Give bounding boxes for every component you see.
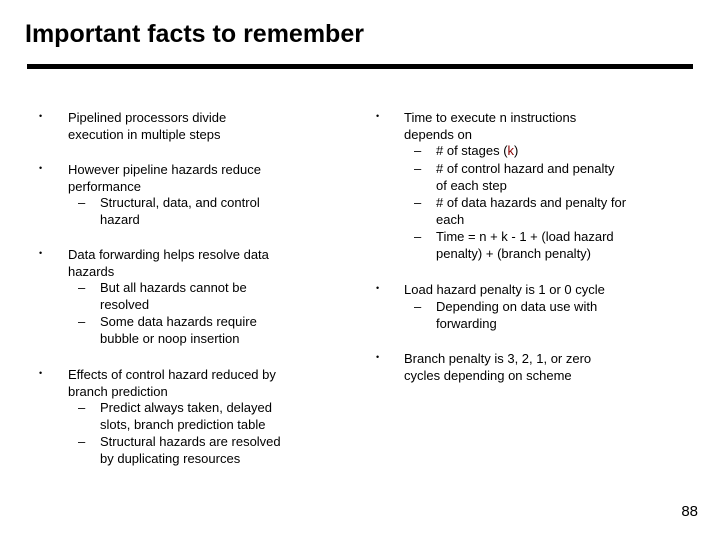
dash-marker: – bbox=[414, 229, 422, 244]
sub-bullet-line: resolved bbox=[100, 296, 150, 312]
bullet-text-line: branch prediction bbox=[68, 383, 168, 399]
bullet-marker: • bbox=[376, 283, 380, 293]
bullet-text-line: Load hazard penalty is 1 or 0 cycle bbox=[404, 282, 605, 297]
bullet-marker: • bbox=[39, 248, 43, 258]
bullet-text-line: Time to execute n instructions bbox=[404, 110, 577, 125]
sub-bullet-line: forwarding bbox=[436, 315, 497, 331]
bullet-text-line: Pipelined processors divide bbox=[68, 110, 227, 125]
bullet-text-line: hazards bbox=[68, 263, 115, 279]
sub-bullet-line: each bbox=[436, 211, 465, 227]
stage-count-variable: k bbox=[507, 143, 515, 158]
sub-bullet-line: Structural, data, and control bbox=[100, 195, 260, 210]
page-number: 88 bbox=[681, 503, 698, 520]
dash-marker: – bbox=[414, 143, 422, 158]
dash-marker: – bbox=[78, 400, 86, 415]
sub-bullet-line: Some data hazards require bbox=[100, 314, 257, 329]
dash-marker: – bbox=[78, 434, 86, 449]
sub-bullet-line: bubble or noop insertion bbox=[100, 330, 240, 346]
dash-marker: – bbox=[414, 299, 422, 314]
dash-marker: – bbox=[414, 161, 422, 176]
bullet-marker: • bbox=[39, 111, 43, 121]
bullet-text-line: Effects of control hazard reduced by bbox=[68, 367, 276, 382]
sub-bullet-line: # of control hazard and penalty bbox=[436, 161, 615, 176]
bullet-marker: • bbox=[376, 111, 380, 121]
sub-bullet-line: Predict always taken, delayed bbox=[100, 400, 272, 415]
sub-bullet-stages bbox=[436, 143, 684, 160]
bullet-marker: • bbox=[39, 368, 43, 378]
sub-bullet-text: ) bbox=[514, 143, 519, 158]
sub-bullet-line: But all hazards cannot be bbox=[100, 280, 247, 295]
sub-bullet-line: penalty) + (branch penalty) bbox=[436, 245, 592, 261]
dash-marker: – bbox=[78, 195, 86, 210]
bullet-text-line: performance bbox=[68, 178, 141, 194]
sub-bullet-line: slots, branch prediction table bbox=[100, 416, 266, 432]
dash-marker: – bbox=[414, 195, 422, 210]
sub-bullet-line: # of data hazards and penalty for bbox=[436, 195, 627, 210]
sub-bullet-text: # of stages ( bbox=[436, 143, 508, 158]
title-divider bbox=[27, 64, 693, 69]
sub-bullet-line: by duplicating resources bbox=[100, 450, 241, 466]
bullet-marker: • bbox=[376, 352, 380, 362]
dash-marker: – bbox=[78, 314, 86, 329]
bullet-text-line: depends on bbox=[404, 126, 472, 142]
sub-bullet-line: Time = n + k - 1 + (load hazard bbox=[436, 229, 614, 244]
bullet-text-line: Branch penalty is 3, 2, 1, or zero bbox=[404, 351, 592, 366]
bullet-text-line: However pipeline hazards reduce bbox=[68, 162, 261, 177]
sub-bullet-line: Depending on data use with bbox=[436, 299, 598, 314]
bullet-text-line: cycles depending on scheme bbox=[404, 367, 572, 383]
dash-marker: – bbox=[78, 280, 86, 295]
slide-title: Important facts to remember bbox=[25, 20, 364, 48]
bullet-text-line: execution in multiple steps bbox=[68, 126, 221, 142]
sub-bullet-line: hazard bbox=[100, 211, 140, 227]
bullet-text-line: Data forwarding helps resolve data bbox=[68, 247, 269, 262]
bullet-marker: • bbox=[39, 163, 43, 173]
sub-bullet-line: Structural hazards are resolved bbox=[100, 434, 281, 449]
sub-bullet-line: of each step bbox=[436, 177, 507, 193]
